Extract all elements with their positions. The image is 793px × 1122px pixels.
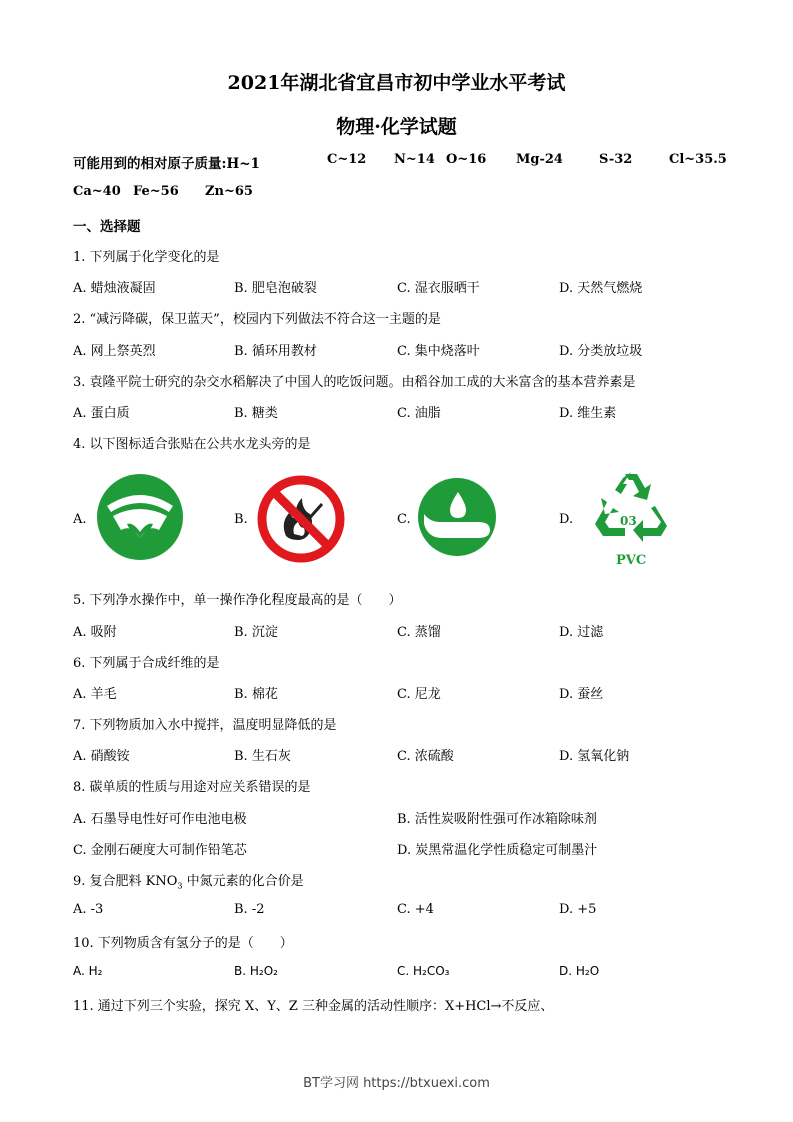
- atomic-masses-row-1: [73, 152, 260, 172]
- mass-n: N~14: [394, 152, 435, 167]
- page-subtitle: 物理·化学试题: [336, 116, 457, 138]
- q1-option-b: B. 肥皂泡破裂: [234, 281, 317, 296]
- question-11-stem: 11. 通过下列三个实验，探究 X、Y、Z 三种金属的活动性顺序：X+HCl→不反应、: [73, 999, 554, 1014]
- q8-option-a: A. 石墨导电性好可作电池电极: [73, 812, 247, 827]
- question-5-stem: 5. 下列净水操作中，单一操作净化程度最高的是（ ）: [73, 593, 402, 608]
- q10-option-b: B. H₂O₂: [234, 964, 278, 978]
- atomic-masses-label: 可能用到的相对原子质量:: [73, 156, 227, 172]
- q3-option-d: D. 维生素: [559, 406, 617, 421]
- q1-option-c: C. 湿衣服晒干: [397, 281, 480, 296]
- q4-option-b: B.: [234, 512, 248, 527]
- question-2-stem: 2. “减污降碳，保卫蓝天”，校园内下列做法不符合这一主题的是: [73, 312, 441, 327]
- water-saving-icon: [418, 478, 496, 556]
- recycle-code: 03: [620, 514, 637, 528]
- q9-option-c: C. +4: [397, 902, 434, 917]
- q8-option-b: B. 活性炭吸附性强可作冰箱除味剂: [397, 812, 597, 827]
- green-food-icon: [97, 474, 183, 560]
- mass-cl: Cl~35.5: [669, 152, 727, 167]
- mass-s: S-32: [599, 152, 633, 167]
- section-heading: 一、选择题: [73, 219, 141, 235]
- mass-h: H~1: [226, 156, 260, 172]
- q4-option-d: D.: [559, 512, 574, 527]
- question-8-stem: 8. 碳单质的性质与用途对应关系错误的是: [73, 780, 311, 795]
- q3-option-a: A. 蛋白质: [73, 406, 130, 421]
- question-1-stem: 1. 下列属于化学变化的是: [73, 250, 220, 265]
- mass-c: C~12: [327, 152, 367, 167]
- q2-option-b: B. 循环用教材: [234, 344, 317, 359]
- q9-option-d: D. +5: [559, 902, 597, 917]
- q7-option-c: C. 浓硫酸: [397, 749, 454, 764]
- page-title: 2021年湖北省宜昌市初中学业水平考试: [227, 72, 566, 94]
- q7-option-b: B. 生石灰: [234, 749, 291, 764]
- q2-option-a: A. 网上祭英烈: [73, 344, 156, 359]
- question-4-stem: 4. 以下图标适合张贴在公共水龙头旁的是: [73, 437, 311, 452]
- question-3-stem: 3. 袁隆平院士研究的杂交水稻解决了中国人的吃饭问题。由稻谷加工成的大米富含的基本营养素是: [73, 375, 636, 390]
- q6-option-c: C. 尼龙: [397, 687, 441, 702]
- q6-option-b: B. 棉花: [234, 687, 278, 702]
- q6-option-a: A. 羊毛: [73, 687, 117, 702]
- question-7-stem: 7. 下列物质加入水中搅拌，温度明显降低的是: [73, 718, 337, 733]
- q1-option-d: D. 天然气燃烧: [559, 281, 643, 296]
- q1-option-a: A. 蜡烛液凝固: [73, 281, 156, 296]
- q4-option-a: A.: [73, 512, 87, 527]
- q2-option-c: C. 集中烧落叶: [397, 344, 480, 359]
- q3-option-c: C. 油脂: [397, 406, 441, 421]
- q9-stem-post: 中氮元素的化合价是: [182, 874, 304, 889]
- q7-option-d: D. 氢氧化钠: [559, 749, 630, 764]
- page-footer: BT学习网 https://btxuexi.com: [303, 1076, 490, 1091]
- mass-zn: Zn~65: [205, 184, 253, 199]
- q7-option-a: A. 硝酸铵: [73, 749, 130, 764]
- mass-o: O~16: [446, 152, 487, 167]
- q10-option-d: D. H₂O: [559, 964, 600, 978]
- mass-fe: Fe~56: [133, 184, 179, 199]
- q5-option-a: A. 吸附: [73, 625, 117, 640]
- mass-mg: Mg-24: [516, 152, 563, 167]
- question-10-stem: 10. 下列物质含有氢分子的是（ ）: [73, 936, 293, 951]
- q9-stem-pre: 9. 复合肥料 KNO: [73, 874, 178, 889]
- q2-option-d: D. 分类放垃圾: [559, 344, 643, 359]
- mass-ca: Ca~40: [73, 184, 121, 199]
- q5-option-b: B. 沉淀: [234, 625, 278, 640]
- q4-option-c: C.: [397, 512, 411, 527]
- q9-option-b: B. -2: [234, 902, 265, 917]
- question-6-stem: 6. 下列属于合成纤维的是: [73, 656, 220, 671]
- pvc-recycle-icon: [585, 468, 677, 552]
- q8-option-d: D. 炭黑常温化学性质稳定可制墨汁: [397, 843, 598, 858]
- recycle-label: PVC: [616, 553, 647, 568]
- q5-option-d: D. 过滤: [559, 625, 604, 640]
- q3-option-b: B. 糖类: [234, 406, 278, 421]
- q5-option-c: C. 蒸馏: [397, 625, 441, 640]
- q10-option-a: A. H₂: [73, 964, 103, 978]
- no-fire-icon: [256, 474, 346, 564]
- q8-option-c: C. 金刚石硬度大可制作铅笔芯: [73, 843, 247, 858]
- q9-option-a: A. -3: [73, 902, 104, 917]
- q9-stem-sub: 3: [177, 881, 183, 891]
- question-9-stem: [73, 870, 304, 891]
- q6-option-d: D. 蚕丝: [559, 687, 604, 702]
- q10-option-c: C. H₂CO₃: [397, 964, 450, 978]
